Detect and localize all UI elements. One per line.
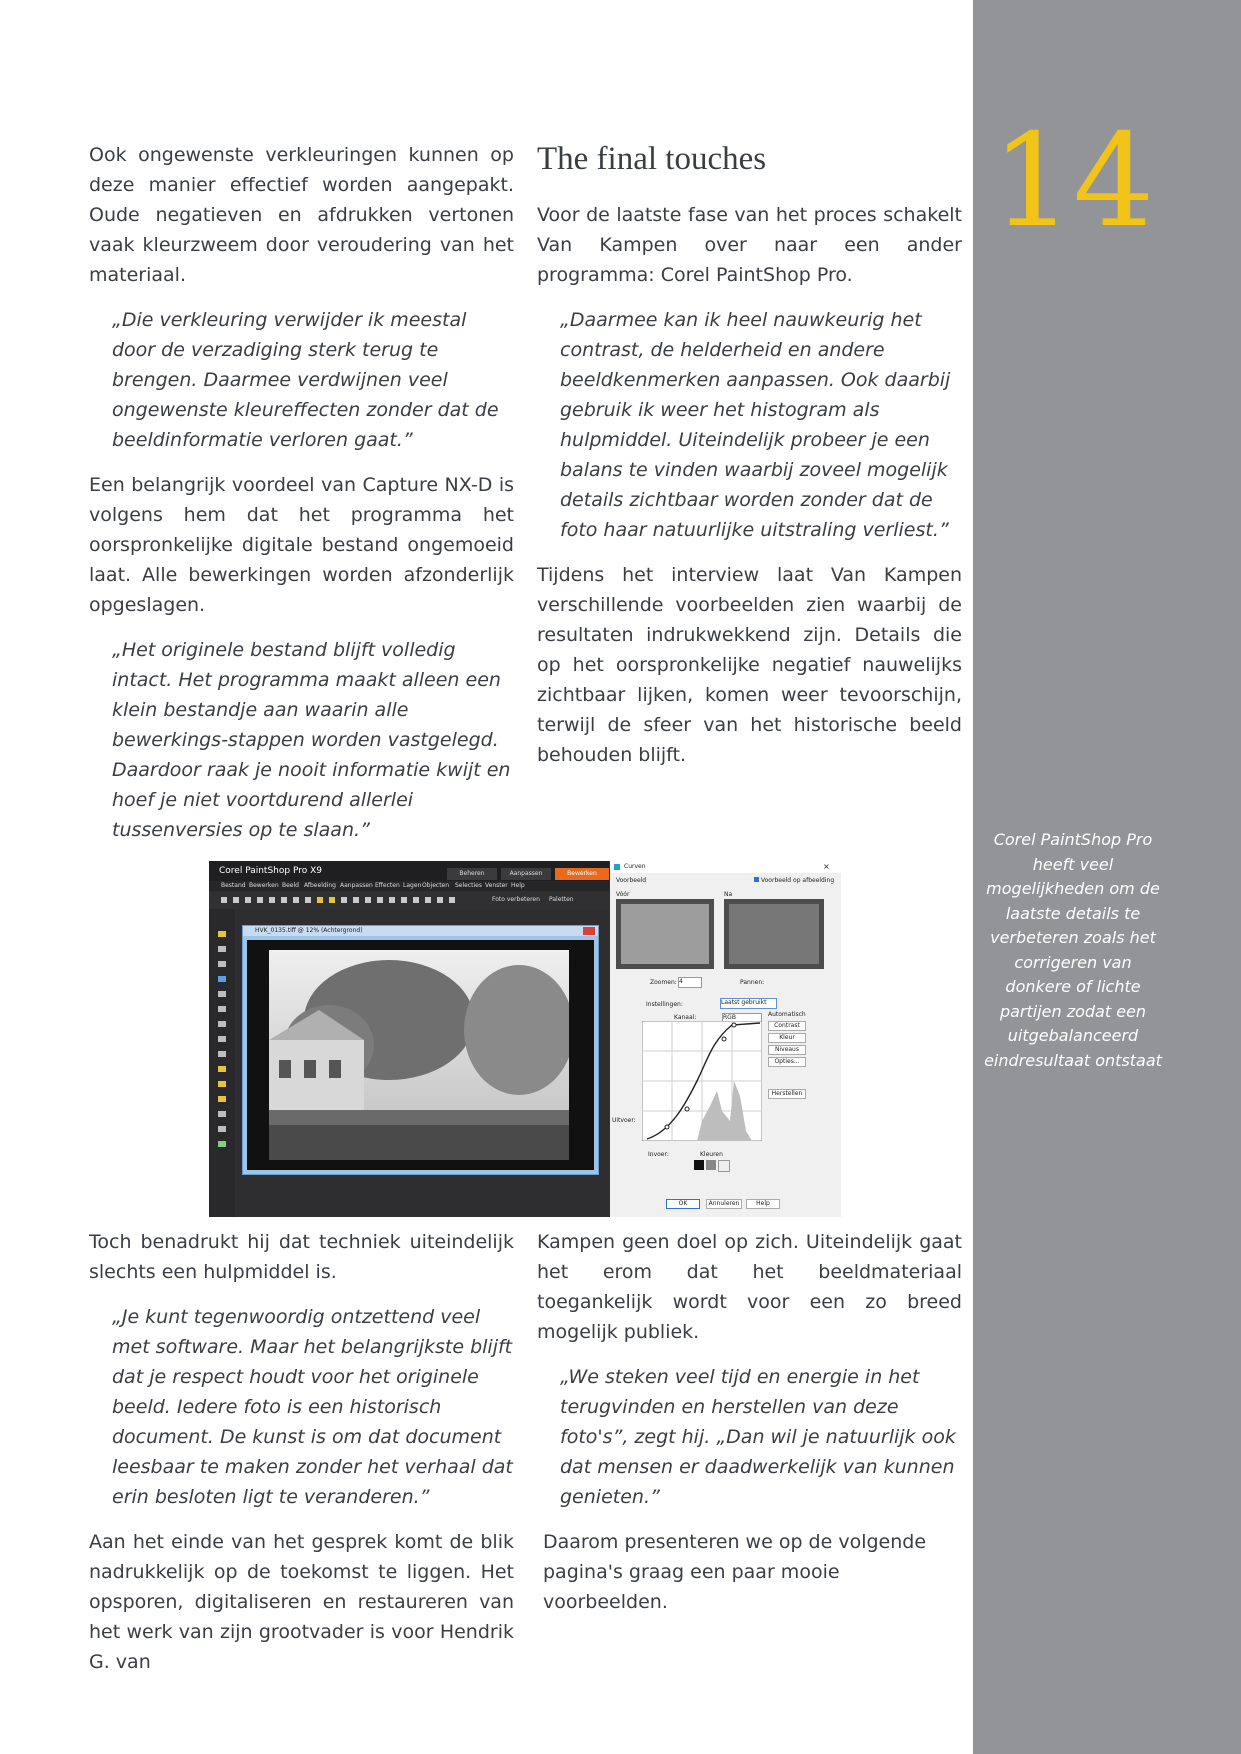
after-label: Na <box>724 891 733 898</box>
bottom-right-column <box>537 1227 962 1632</box>
menu-item[interactable]: Selecties <box>455 882 482 889</box>
curves-icon <box>614 864 620 870</box>
eyedropper-black-icon[interactable] <box>694 1160 704 1170</box>
paragraph: Een belangrijk voordeel van Capture NX-D is volgens hem dat het programma het oorspronkelijke digitale bestand ongemoeid laat. Alle bewerkingen worden afzonderlijk opgeslagen. <box>89 474 514 616</box>
ok-button[interactable]: OK <box>666 1199 700 1209</box>
paragraph: Kampen geen doel op zich. Uiteindelijk gaat het erom dat het beeldmateriaal toegankelijk wordt voor een zo breed mogelijk publiek. <box>537 1231 962 1343</box>
workspace-tab-active[interactable]: Bewerken <box>555 868 609 880</box>
pan-label: Pannen: <box>740 979 765 986</box>
before-preview <box>616 899 714 969</box>
checkbox-icon[interactable] <box>754 877 759 882</box>
sidebar <box>973 0 1241 1754</box>
historic-photo <box>269 950 569 1160</box>
levels-button[interactable]: Niveaus <box>768 1045 806 1055</box>
quote: „Je kunt tegenwoordig ontzettend veel met software. Maar het belangrijkste blijft dat je respect houdt voor het originele beeld. Iedere foto is een historisch document. De kunst is om dat document leesbaar te maken zonder het verhaal dat erin besloten ligt te veranderen.” <box>112 1306 513 1508</box>
image-caption: Corel PaintShop Pro heeft veel mogelijkheden om de laatste details te verbeteren zoals het corrigeren van donkere of lichte partijen zodat een uitgebalanceerd eindresultaat ontstaat <box>984 830 1162 1070</box>
workspace-tab[interactable]: Aanpassen <box>501 868 551 880</box>
preview-toggle[interactable]: Voorbeeld <box>616 877 647 884</box>
workspace-tab[interactable]: Beheren <box>447 868 497 880</box>
zoom-label: Zoomen: <box>650 979 677 986</box>
curves-dialog <box>610 861 841 1217</box>
quote: „Het originele bestand blijft volledig intact. Het programma maakt alleen een klein bestandje aan waarin alle bewerkings-stappen worden vastgelegd. Daardoor raak je nooit informatie kwijt en hoef je niet voortdurend allerlei tussenversies op te slaan.” <box>112 639 511 841</box>
paragraph: Aan het einde van het gesprek komt de blik nadrukkelijk op de toekomst te liggen. Het opsporen, digitaliseren en restaureren van het werk van zijn grootvader is voor Hendrik G. van <box>89 1531 514 1673</box>
channel-label: Kanaal: <box>674 1014 697 1021</box>
menu-item[interactable]: Bestand <box>221 882 246 889</box>
app-title: Corel PaintShop Pro X9 <box>219 866 322 876</box>
document-title: HVK_0135.tiff @ 12% (Achtergrond) <box>255 927 363 934</box>
menu-item[interactable]: Afbeelding <box>304 882 336 889</box>
before-label: Vóór <box>616 891 630 898</box>
quote: „Die verkleuring verwijder ik meestal door de verzadiging sterk terug te brengen. Daarmee verdwijnen veel ongewenste kleureffecten zonder dat de beeldinformatie verloren gaat.” <box>112 309 499 451</box>
menu-bar <box>209 881 609 891</box>
menu-item[interactable]: Bewerken <box>249 882 279 889</box>
color-button[interactable]: Kleur <box>768 1033 806 1043</box>
paragraph: Ook ongewenste verkleuringen kunnen op deze manier effectief worden aangepakt. Oude negatieven en afdrukken vertonen vaak kleurzweem door veroudering van het materiaal. <box>89 144 514 286</box>
output-label: Uitvoer: <box>612 1117 636 1124</box>
menu-item[interactable]: Effecten <box>375 882 400 889</box>
menu-item[interactable]: Help <box>511 882 525 889</box>
document-titlebar <box>243 926 598 936</box>
toolbar <box>209 891 609 909</box>
preview-checkbox-label: Voorbeeld op afbeelding <box>761 877 835 884</box>
reset-button[interactable]: Herstellen <box>768 1089 806 1099</box>
help-button[interactable]: Help <box>746 1199 780 1209</box>
channel-select[interactable]: RGB <box>722 1013 762 1023</box>
dialog-title: Curven <box>624 863 646 870</box>
input-label: Invoer: <box>648 1151 669 1158</box>
menu-item[interactable]: Venster <box>485 882 508 889</box>
cancel-button[interactable]: Annuleren <box>706 1199 742 1209</box>
close-icon[interactable] <box>583 927 595 935</box>
tools-palette <box>209 909 235 1217</box>
bottom-left-column <box>89 1227 514 1692</box>
tools-icons[interactable] <box>217 929 229 1159</box>
toolbar-icons[interactable] <box>221 895 481 905</box>
top-left-column <box>89 140 514 860</box>
eyedropper-gray-icon[interactable] <box>706 1160 716 1170</box>
paragraph: Voor de laatste fase van het proces schakelt Van Kampen over naar een ander programma: Corel PaintShop Pro. <box>537 204 962 286</box>
toolbar-label[interactable]: Foto verbeteren <box>492 896 540 903</box>
settings-select[interactable]: Laatst gebruikt <box>720 998 777 1009</box>
close-icon[interactable]: × <box>823 862 830 871</box>
app-titlebar <box>209 861 609 881</box>
page-number: 14 <box>991 107 1155 256</box>
paragraph: Daarom presenteren we op de volgende pagina's graag een paar mooie voorbeelden. <box>543 1531 927 1613</box>
dialog-titlebar <box>610 861 841 873</box>
settings-label: Instellingen: <box>646 1001 683 1008</box>
colors-label: Kleuren <box>700 1151 723 1158</box>
menu-item[interactable]: Aanpassen <box>340 882 373 889</box>
toolbar-label[interactable]: Paletten <box>549 896 574 903</box>
document-window <box>242 925 599 1175</box>
after-preview <box>724 899 824 969</box>
contrast-button[interactable]: Contrast <box>768 1021 806 1031</box>
zoom-input[interactable]: 4 <box>678 977 702 988</box>
quote: „We steken veel tijd en energie in het terugvinden en herstellen van deze foto's”, zegt hij. „Dan wil je natuurlijk ook dat mensen er daadwerkelijk van kunnen genieten.” <box>560 1366 956 1508</box>
paintshop-screenshot <box>209 861 841 1217</box>
quote: „Daarmee kan ik heel nauwkeurig het contrast, de helderheid en andere beeldkenmerken aanpassen. Ook daarbij gebruik ik weer het histogram als hulpmiddel. Uiteindelijk probeer je een balans te vinden waarbij zoveel mogelijk details zichtbaar worden zonder dat de foto haar natuurlijke uitstraling verliest.” <box>560 309 951 541</box>
menu-item[interactable]: Objecten <box>422 882 450 889</box>
paragraph: Toch benadrukt hij dat techniek uiteindelijk slechts een hulpmiddel is. <box>89 1231 514 1283</box>
menu-item[interactable]: Lagen <box>403 882 422 889</box>
eyedropper-white-icon[interactable] <box>718 1160 730 1172</box>
options-button[interactable]: Opties... <box>768 1057 806 1067</box>
curves-graph[interactable] <box>642 1021 762 1141</box>
menu-item[interactable]: Beeld <box>282 882 299 889</box>
paragraph: Tijdens het interview laat Van Kampen verschillende voorbeelden zien waarbij de resultaten indrukwekkend zijn. Details die op het oorspronkelijke negatief nauwelijks zichtbaar lijken, komen weer tevoorschijn, terwijl de sfeer van het historische beeld behouden blijft. <box>537 564 962 766</box>
auto-label: Automatisch <box>768 1011 806 1018</box>
document-canvas <box>247 940 594 1170</box>
section-heading: The final touches <box>537 141 767 177</box>
top-right-column <box>537 136 962 785</box>
